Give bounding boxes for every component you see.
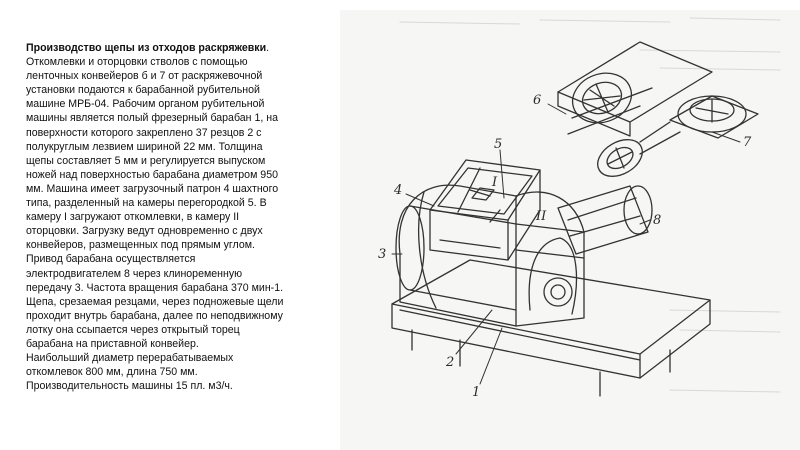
text-line: машины является полый фрезерный барабан 1, на bbox=[26, 112, 278, 125]
text-line: конвейеров, размещенных под прямым углом. bbox=[26, 239, 255, 252]
text-line: типа, разделенный на камеры перегородкой 5. В bbox=[26, 197, 267, 210]
text-line: откомлевок 800 мм, длина 750 мм. bbox=[26, 366, 198, 379]
label-6: 6 bbox=[533, 93, 542, 108]
text-line: барабана на приставной конвейер. bbox=[26, 337, 199, 350]
label-5: 5 bbox=[494, 137, 503, 152]
text-line: Производительность машины 15 пл. м3/ч. bbox=[26, 380, 233, 393]
leader-lines bbox=[392, 104, 740, 384]
label-1: 1 bbox=[472, 385, 481, 400]
text-line: полукруглым лезвием шириной 22 мм. Толщина bbox=[26, 140, 263, 153]
text-line: лотку она ссыпается через открытый торец bbox=[26, 323, 240, 336]
background-marks bbox=[400, 18, 780, 392]
text-line: камеру I загружают откомлевки, в камеру II bbox=[26, 211, 240, 224]
text-line: щепы составляет 5 мм и регулируется выпуском bbox=[26, 154, 266, 167]
label-8: 8 bbox=[653, 213, 662, 228]
section-title: Производство щепы из отходов раскряжевки bbox=[26, 42, 267, 54]
machine-drawing bbox=[340, 10, 800, 450]
drawing-svg bbox=[340, 10, 800, 450]
label-7: 7 bbox=[743, 135, 752, 150]
motor-8 bbox=[558, 186, 652, 254]
text-line: передачу 3. Частота вращения барабана 370 мин-1. bbox=[26, 281, 284, 294]
label-3: 3 bbox=[378, 247, 387, 262]
belt-drive-3 bbox=[396, 206, 516, 310]
text-line: Наибольший диаметр перерабатываемых bbox=[26, 352, 234, 365]
text-line: поверхности которого закреплено 37 резцов 2 с bbox=[26, 126, 262, 139]
text-line: проходит внутрь барабана, далее по неподвижному bbox=[26, 309, 283, 322]
conveyor-6 bbox=[558, 42, 712, 136]
description-text bbox=[26, 41, 354, 393]
label-4: 4 bbox=[394, 183, 403, 198]
loading-chute-4 bbox=[430, 160, 540, 260]
text-line: оторцовки. Загрузку ведут одновременно с двух bbox=[26, 225, 263, 238]
text-line: мм. Машина имеет загрузочный патрон 4 шахтного bbox=[26, 182, 279, 195]
text-line: Щепа, срезаемая резцами, через подножевые щели bbox=[26, 295, 284, 308]
log-disc bbox=[591, 132, 649, 184]
label-2: 2 bbox=[446, 355, 455, 370]
text-line: Привод барабана осуществляется bbox=[26, 253, 196, 266]
text-line: Откомлевки и оторцовки стволов с помощью bbox=[26, 56, 248, 69]
heading-line bbox=[26, 41, 354, 55]
text-line: ножей над поверхностью барабана диаметром 950 bbox=[26, 168, 278, 181]
text-line: установки подаются к барабанной рубительной bbox=[26, 84, 260, 97]
text-line: электродвигателем 8 через клиноременную bbox=[26, 267, 243, 280]
title-period: . bbox=[266, 42, 270, 54]
text-line: машине МРБ-04. Рабочим органом рубительной bbox=[26, 98, 265, 111]
text-line: ленточных конвейеров б и 7 от раскряжевочной bbox=[26, 70, 263, 83]
label-chamber-1: I bbox=[492, 175, 498, 190]
label-chamber-2: II bbox=[536, 209, 547, 224]
